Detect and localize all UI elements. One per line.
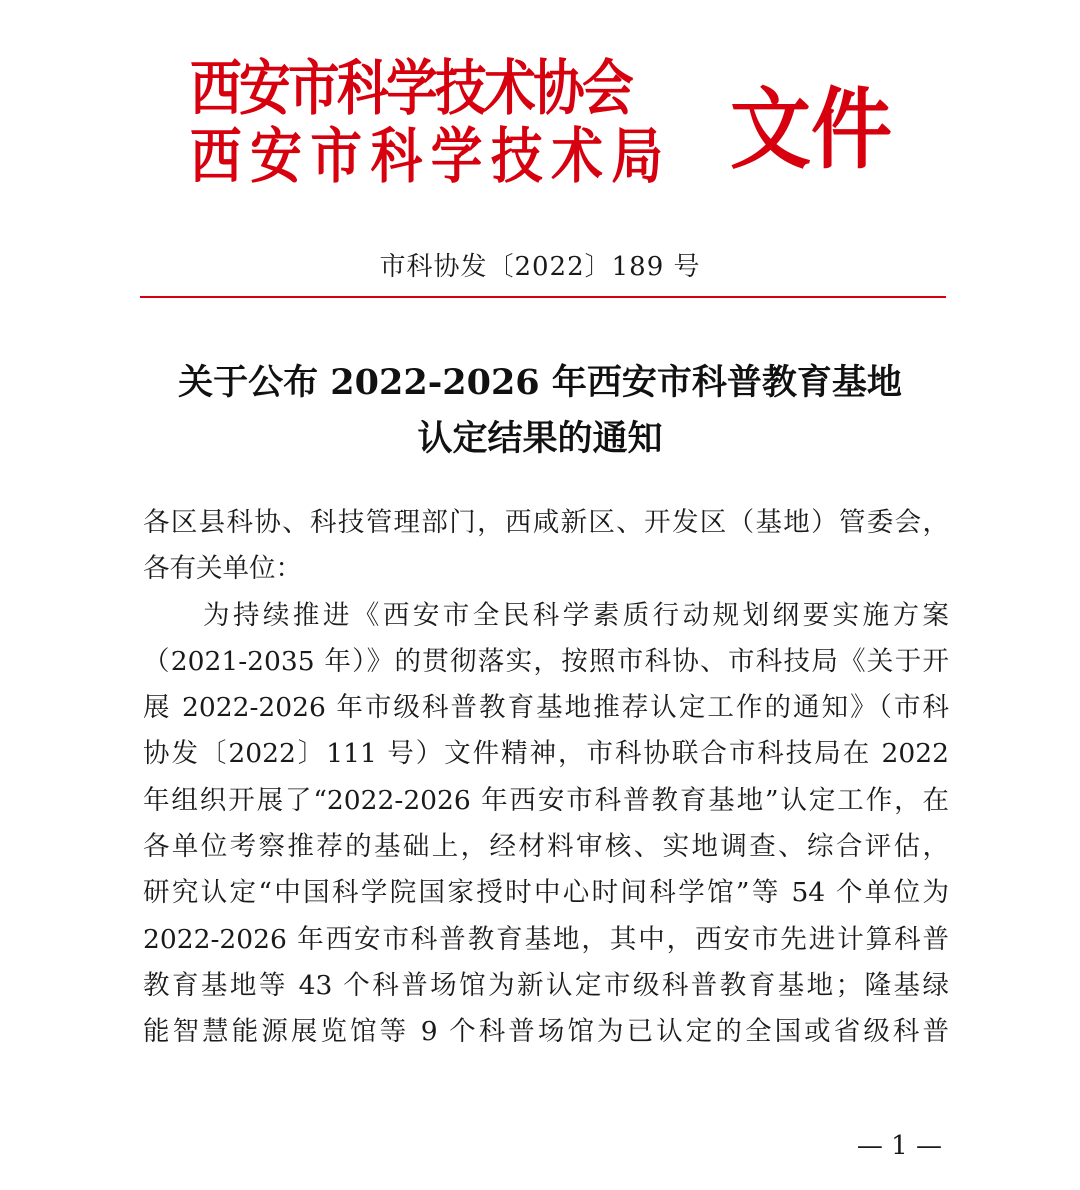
red-divider-line <box>140 296 946 298</box>
document-header <box>190 55 890 205</box>
body-line: 研究认定“中国科学院国家授时中心时间科学馆”等 54 个单位为 <box>143 877 949 909</box>
document-title <box>0 355 1080 467</box>
issuing-organizations <box>190 55 720 191</box>
body-line: （2021-2035 年）》的贯彻落实，按照市科协、市科技局《关于开 <box>143 645 949 677</box>
title-line-1: 关于公布 2022-2026 年西安市科普教育基地 <box>178 362 902 403</box>
body-text <box>143 500 949 1056</box>
body-line: 各有关单位： <box>143 553 302 585</box>
body-line: 展 2022-2026 年市级科普教育基地推荐认定工作的通知》（市科 <box>143 692 949 724</box>
document-number: 市科协发〔2022〕189 号 <box>379 252 701 282</box>
body-line: 2022-2026 年西安市科普教育基地，其中，西安市先进计算科普 <box>143 923 949 955</box>
body-line: 教育基地等 43 个科普场馆为新认定市级科普教育基地；隆基绿 <box>143 969 949 1001</box>
org-name-science-bureau: 西安市科学技术局 <box>190 122 672 192</box>
document-type-label: 文件 <box>730 77 892 181</box>
body-line: 各单位考察推荐的基础上，经材料审核、实地调查、综合评估， <box>143 831 949 863</box>
body-line: 年组织开展了“2022-2026 年西安市科普教育基地”认定工作，在 <box>143 784 949 816</box>
title-line-2: 认定结果的通知 <box>417 418 663 459</box>
body-line: 能智慧能源展览馆等 9 个科普场馆为已认定的全国或省级科普 <box>143 1016 949 1048</box>
body-line: 各区县科协、科技管理部门，西咸新区、开发区（基地）管委会， <box>143 507 949 538</box>
body-line: 协发〔2022〕111 号）文件精神，市科协联合市科技局在 2022 <box>143 738 949 770</box>
org-name-science-association: 西安市科学技术协会 <box>190 54 632 124</box>
body-line: 为持续推进《西安市全民科学素质行动规划纲要实施方案 <box>143 599 949 631</box>
page-number: — 1 — <box>856 1131 942 1161</box>
